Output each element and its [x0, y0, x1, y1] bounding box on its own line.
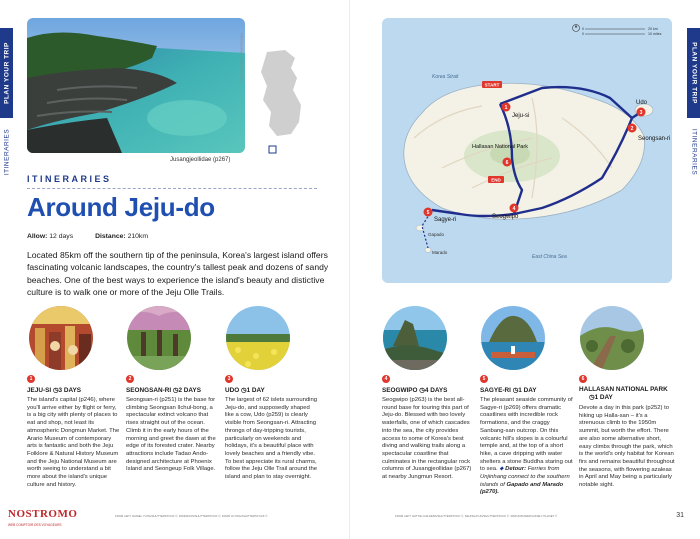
stop-5-title: SAGYE-RI [480, 387, 511, 394]
svg-text:2: 2 [630, 126, 634, 132]
hero-photo-credit-text: PHOTOGRAPHER / SHUTTERSTOCK © [239, 33, 243, 81]
page-title: Around Jeju-do [27, 192, 215, 222]
plan-your-trip-tab-right-label: PLAN YOUR TRIP [690, 42, 697, 104]
stop-4-number: 4 [382, 375, 390, 383]
stop-3-title: UDO [225, 387, 240, 394]
itineraries-side-label-text: ITINERARIES [3, 128, 10, 176]
map-label-hallasan: Hallasan National Park [472, 144, 528, 150]
stop-5-days: 1 DAY [518, 387, 537, 394]
detour-icon: ⬥ [499, 466, 504, 473]
title-divider [27, 188, 317, 189]
plan-your-trip-tab-right[interactable] [687, 28, 700, 118]
map-marker-1 [502, 103, 511, 112]
stop-1-title: JEJU-SI [27, 387, 52, 394]
allow-value: 12 days [49, 233, 74, 240]
map-marker-4 [510, 204, 519, 213]
svg-text:0: 0 [582, 27, 584, 31]
coastline-photo [27, 18, 245, 153]
svg-text:10 miles: 10 miles [648, 32, 662, 36]
stop-6-description: Devote a day in this park (p252) to hiking up Halla-san – it's a strenuous climb to the 1950m summit, but worth the effort. There are also some alternative short, easy climbs through the park, which is the world's only habitat for Korean firs and remains beautiful throughout the seasons, with flowering azaleas in April and May being a particularly notable sight. [579, 405, 675, 489]
map-start-label: START [484, 82, 500, 88]
stop-4-heading [382, 375, 447, 394]
logo-brand: NOSTROMO [8, 508, 78, 520]
stop-3-number: 3 [225, 375, 233, 383]
stop-5-body: The pleasant seaside community of Sagye-ri (p269) offers dramatic coastlines with incredible rock formations, and the craggy Sanbang-san outcrop. On this volcanic hill's slopes is a colourful temple and, at the top of a short hike, a cave dripping with water shelters a stone Buddha staring out to sea. [480, 397, 573, 473]
stop-6-number: 6 [579, 375, 587, 383]
logo-tagline: WEB COMPTOIR DES VOYAGEURS [8, 523, 62, 527]
plan-your-trip-tab-label: PLAN YOUR TRIP [3, 42, 10, 104]
map-marker-3 [637, 108, 646, 117]
intro-paragraph: Located 85km off the southern tip of the peninsula, Korea's largest island offers fascinating volcanic landscapes, the country's tallest peak and dozens of sandy beaches. One of the best ways to experience the island's beauty and distictive culture is to walk one or more of the Jeju Olle Trails. [27, 250, 329, 298]
map-label-udo: Udo [636, 100, 648, 106]
itineraries-side-label [0, 122, 13, 182]
svg-text:1: 1 [504, 105, 508, 111]
stop-2-title: SEONGSAN-RI [126, 387, 172, 394]
seogwipo-photo [383, 306, 447, 370]
clock-icon: ◷ [512, 387, 519, 394]
stop-5-heading [480, 375, 537, 394]
distance-label: Distance: [95, 233, 126, 240]
map-marker-2 [628, 124, 637, 133]
hallasan-photo [580, 306, 644, 370]
svg-text:3: 3 [639, 110, 643, 116]
seongsan-ri-photo [127, 306, 191, 370]
distance-value: 210km [127, 233, 148, 240]
stop-2-number: 2 [126, 375, 134, 383]
svg-text:20 km: 20 km [648, 27, 658, 31]
photo-credits-right: FROM LEFT: HATTIE CHILDERS/SHUTTERSTOCK ©, SEUNGHYUN/SHUTTERSTOCK ©, SIMON BOWER/LONELY PLANET © [395, 514, 558, 518]
map-label-marado: Marado [432, 250, 448, 255]
section-label: ITINERARIES [27, 174, 112, 184]
stop-3-heading [225, 375, 265, 394]
detour-label: Detour: [505, 466, 527, 473]
map-marker-6 [503, 158, 512, 167]
stop-1-heading [27, 375, 81, 394]
jeju-si-photo [29, 306, 93, 370]
itineraries-side-label-right-text: ITINERARIES [690, 128, 697, 176]
hero-caption: Jusangjeollidae (p267) [170, 157, 231, 163]
map-label-seongsan-ri: Seongsan-ri [638, 136, 671, 142]
svg-text:6: 6 [505, 160, 509, 166]
allow-label: Allow: [27, 233, 48, 240]
stop-2-heading [126, 375, 201, 394]
svg-text:0: 0 [582, 32, 584, 36]
stop-1-description: The island's capital (p246), where you'll arrive either by flight or ferry, is a big city with plenty of places to eat and shop, not least its atmospheric Dongmun Market. The Arario Museum of contemporary arts is fantastic and both the Jeju Folklore & Natural History Museum and the Jeju National Museum are worth seeing to understand a bit more about the island's unique culture and history. [27, 397, 120, 488]
plan-your-trip-tab[interactable] [0, 28, 13, 118]
itineraries-side-label-right [687, 122, 700, 182]
stop-5-number: 5 [480, 375, 488, 383]
stop-2-days: 2 DAYS [178, 387, 201, 394]
svg-text:4: 4 [512, 206, 516, 212]
stop-4-days: 4 DAYS [424, 387, 448, 394]
detour-text: Ferries from Unjinhang connect to the southern islands of [480, 466, 570, 488]
stop-6-title: HALLASAN NATIONAL PARK [579, 386, 668, 393]
hero-photo-credit [238, 22, 244, 92]
stop-3-days: 1 DAY [246, 387, 265, 394]
map-label-jeju-si: Jeju-si [512, 113, 530, 119]
svg-text:5: 5 [426, 210, 430, 216]
sagye-ri-photo [481, 306, 545, 370]
stop-4-title: SEOGWIPO [382, 387, 418, 394]
stop-2-description: Seongsan-ri (p251) is the base for climbing Seongsan Ilchul-bong, a spectacular extinct volcano that rises straight out of the ocean. Climb it in the early hours of the morning and greet the dawn at the edge of its forested crater. Nearby attractions include Tadao Ando-designed architecture at Phoenix Island and Seongeup Folk Village. [126, 397, 216, 473]
map-marker-5 [424, 208, 433, 217]
map-label-seogwipo: Seogwipo [492, 214, 519, 220]
stop-4-description: Seogwipo (p263) is the best all-round base for touring this part of Jeju-do. Blessed with two lovely waterfalls, one of which cascades into the sea, the city provides access to some of Korea's best diving and walking trails along a spectacular coastline that culminates in the rectangular rock columns of Jusangjeollidae (p267) at nearby Jungmun Resort. [382, 397, 472, 481]
photo-credits-left: FROM LEFT: DANIEL YUNG/SHUTTERSTOCK ©, PANKRASS/SHUTTERSTOCK ©, DAVID HYUNG/SHUTTERSTOCK © [115, 514, 268, 518]
stop-1-days: 3 DAYS [58, 387, 82, 394]
korea-locator-map [255, 50, 310, 160]
udo-photo [226, 306, 290, 370]
nostromo-logo [6, 506, 76, 534]
map-label-sagye-ri: Sagye-ri [434, 217, 457, 223]
stop-6-heading [579, 375, 668, 401]
stop-5-description [480, 397, 576, 497]
page-number: 31 [676, 512, 684, 519]
hero-photo [27, 18, 245, 153]
clock-icon: ◷ [240, 387, 247, 394]
jeju-route-map [382, 18, 672, 283]
route-map [382, 18, 672, 283]
map-label-east-china-sea: East China Sea [532, 254, 567, 260]
map-label-gapado: Gapado [428, 232, 445, 237]
clock-icon: ◷ [419, 387, 425, 394]
clock-icon: ◷ [589, 394, 595, 401]
stop-6-days: 1 DAY [594, 394, 613, 401]
clock-icon: ◷ [172, 387, 179, 394]
trip-meta [27, 233, 148, 240]
map-label-korea-strait: Korea Strait [432, 74, 459, 80]
detour-places: Gapado and Marado (p270). [480, 481, 564, 496]
map-end-label: END [491, 177, 501, 183]
stop-3-description: The largest of 62 islets surrounding Jeju-do, and supposedly shaped like a cow, Udo (p259) is clearly visible from Seongsan-ri. Attracting throngs of day-tripping tourists, particularly on weekends and holidays, it's a beautiful place with lovely beaches and a friendly vibe. To best appreciate its rural charms, follow the Jeju Olle Trail around the island and plan to stay overnight. [225, 397, 318, 481]
stop-1-number: 1 [27, 375, 35, 383]
clock-icon: ◷ [52, 387, 59, 394]
